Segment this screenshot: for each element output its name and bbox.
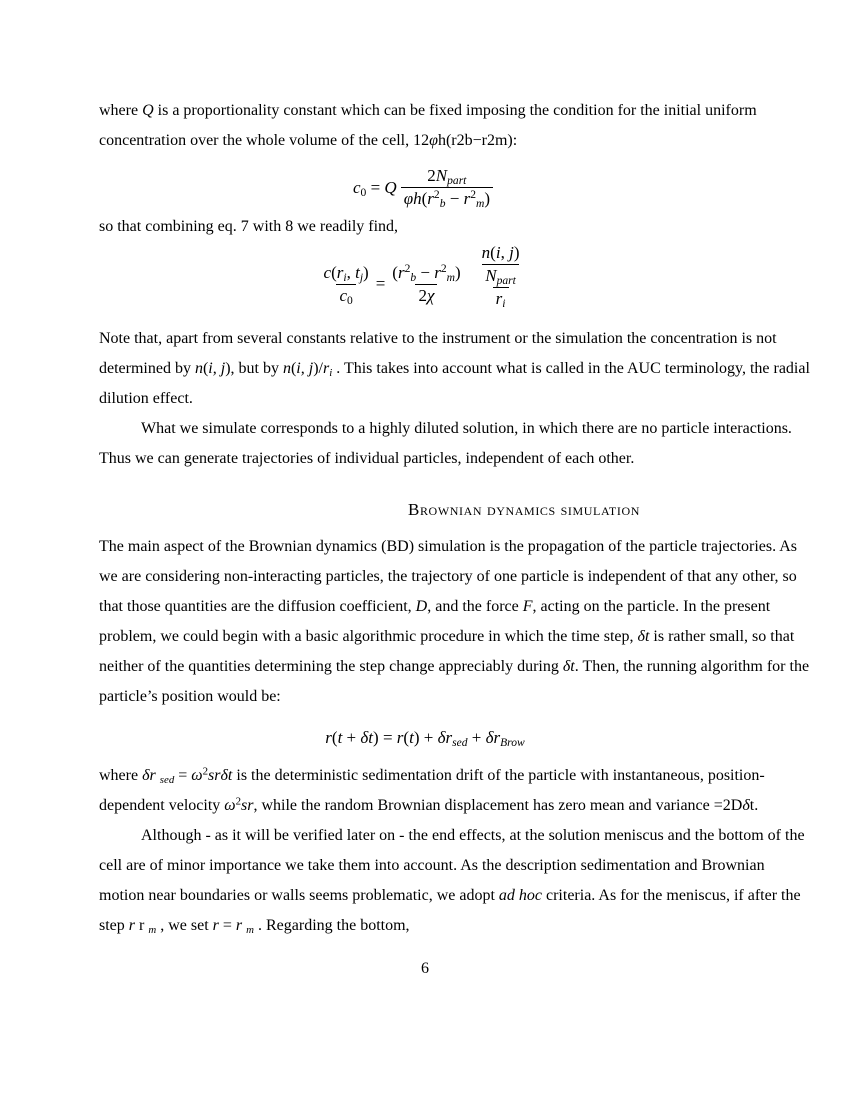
equals-sign: =: [375, 274, 386, 293]
fraction-numerator: $(r^2_b - r^2_m)$: [392, 261, 461, 284]
paragraph-proportionality-constant: where Q is a proportionality constant which can be fixed imposing the condition for the initial uniform concentration over the whole volume of the cell, 12φh(r2b−r2m):: [99, 102, 757, 149]
fraction-numerator: n(i, j): [481, 243, 520, 262]
fraction-denominator: $r_i$: [493, 287, 509, 309]
fraction-radii: [389, 263, 463, 306]
paragraph-combining-equations: so that combining eq. 7 with 8 we readily find,: [99, 218, 399, 235]
fraction-nested: [479, 243, 523, 286]
equation-lhs: $c_0 = Q$: [353, 177, 397, 199]
fraction: [401, 166, 493, 209]
paragraph-diluted-solution: What we simulate corresponds to a highly diluted solution, in which there are no particle interactions. Thus we can generate trajectories of individual particles, independent of each other.: [99, 420, 792, 467]
paragraph-bd-simulation: The main aspect of the Brownian dynamics (BD) simulation is the propagation of the particle trajectories. As we are considering non-interacting particles, the trajectory of one particle is independent of that any other, so that those quantities are the diffusion coefficient, D, and the force F, acting on the particle. In the present problem, we could begin with a basic algorithmic procedure in which the time step, δt is rather small, so that neither of the quantities determining the step change appreciably during δt. Then, the running algorithm for the particle’s position would be:: [99, 538, 810, 705]
text-column: [99, 96, 812, 984]
equation-line: $r(t + \delta t) = r(t) + \delta r_{sed} + \delta r_{Brow}$: [325, 728, 525, 750]
fraction-counts-over-radius: [472, 243, 530, 309]
fraction-numerator: [472, 243, 530, 287]
fraction-numerator: $c(r_i$, $t_j$): [323, 262, 369, 284]
fraction-denominator: $N_{part}$: [482, 264, 519, 286]
equation-initial-concentration: [0, 166, 850, 209]
page-number: 6: [421, 960, 429, 977]
paragraph-end-effects: Although - as it will be verified later on - the end effects, at the solution meniscus and the bottom of the cell are of minor importance we take them into account. As the description sedimentation and Brownian motion near boundaries or walls seems problematic, we adopt ad hoc criteria. As for the meniscus, if after the step r r $_m$ , we set r = r $_m$ . Regarding the bottom,: [99, 827, 805, 937]
fraction-numerator: $2N_{part}$: [427, 166, 467, 188]
paragraph-sedimentation-drift: where δr $_{sed} = \omega^2sr\delta t$ is the deterministic sedimentation drift of the particle with instantaneous, position-dependent velocity $\omega^2sr$, while the random Brownian displacement has zero mean and variance =2Dδt.: [99, 765, 765, 814]
section-heading-brownian-dynamics: Brownian dynamics simulation: [408, 500, 640, 519]
equation-radial-dilution: [0, 243, 850, 317]
equation-position-update: [0, 728, 850, 748]
fraction-denominator: $\varphi h(r^2_b - r^2_m)$: [401, 187, 493, 209]
fraction-denominator: 2χ: [415, 284, 437, 306]
paragraph-note-radial-dilution: Note that, apart from several constants relative to the instrument or the simulation the concentration is not determined by n(i, j), but by n(i, $j)/r_i$ . This takes into account what is called in the AUC terminology, the radial dilution effect.: [99, 330, 810, 407]
fraction-concentration-ratio: [321, 263, 372, 306]
fraction-denominator: $c_0$: [336, 284, 355, 306]
